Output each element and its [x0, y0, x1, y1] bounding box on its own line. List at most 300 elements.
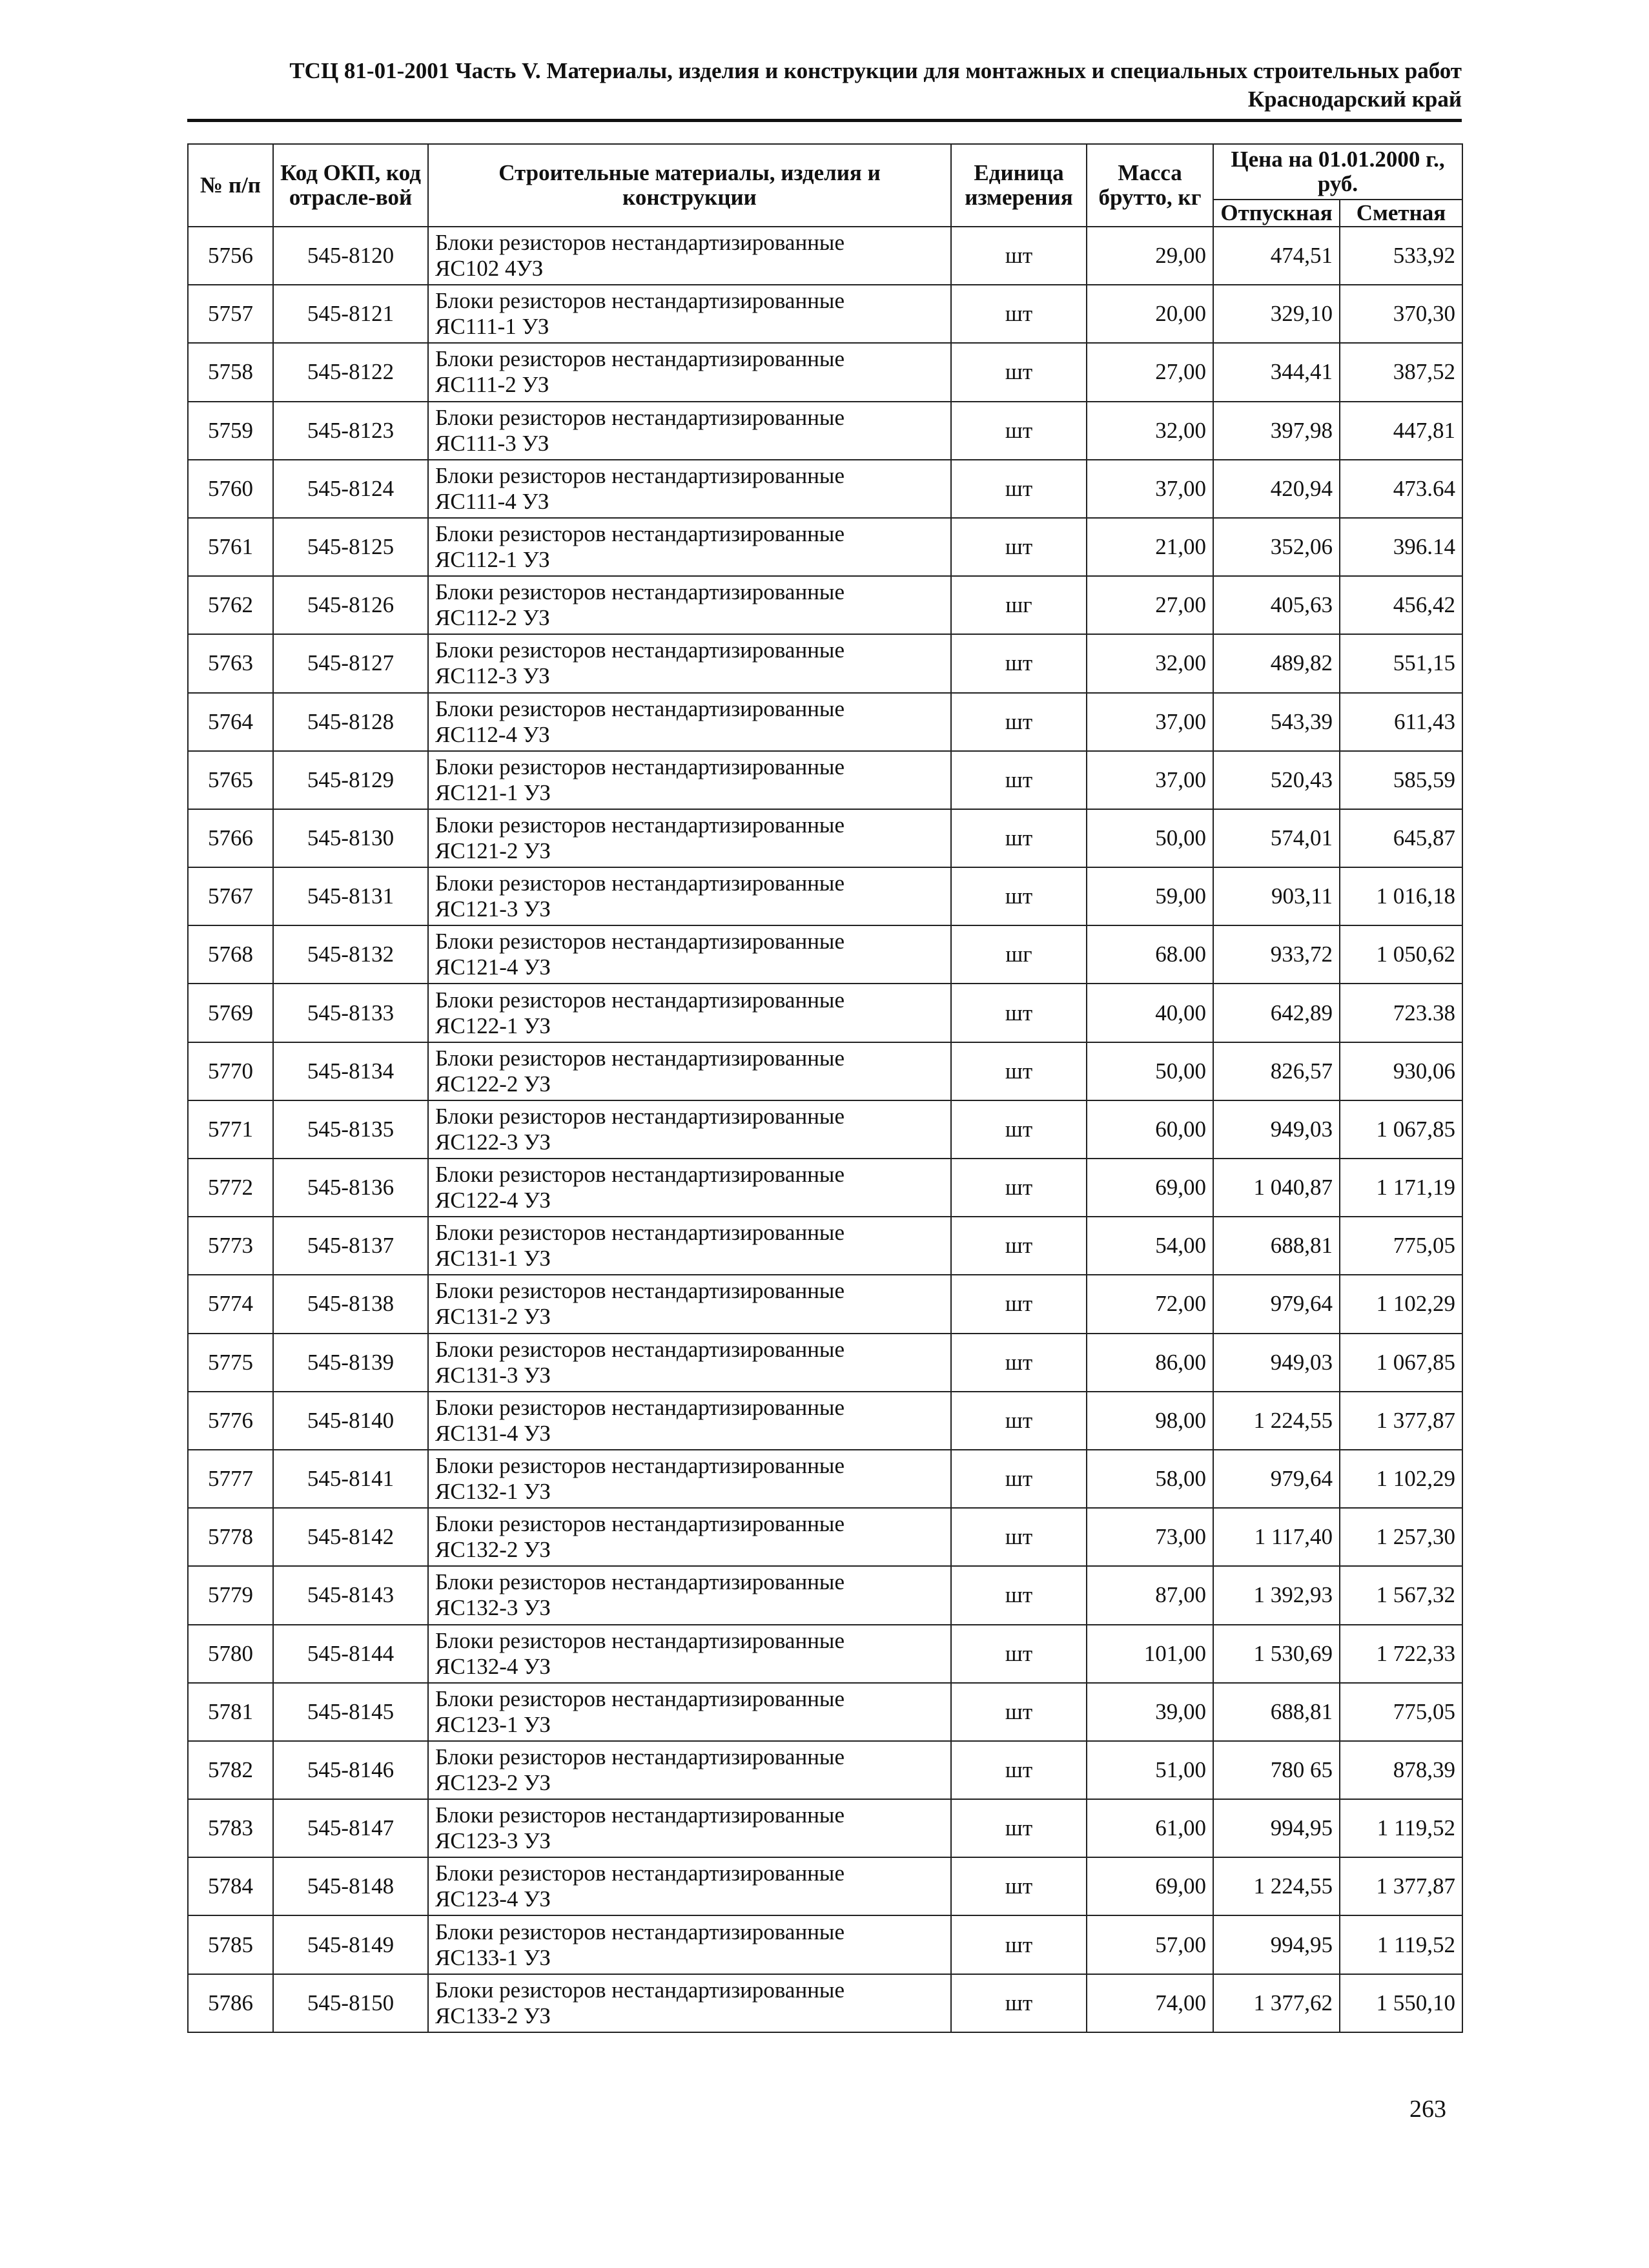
estimate-price-cell: 473.64	[1340, 460, 1462, 518]
material-model: ЯС122-4 УЗ	[435, 1188, 551, 1213]
row-number-cell: 5763	[188, 634, 273, 692]
okp-code-cell: 545-8123	[273, 402, 428, 460]
gross-mass-cell: 98,00	[1087, 1392, 1213, 1450]
table-row	[188, 1159, 1462, 1217]
unit-cell: шт	[951, 1915, 1087, 1974]
gross-mass-cell: 39,00	[1087, 1683, 1213, 1741]
material-model: ЯС123-1 УЗ	[435, 1711, 551, 1737]
estimate-price-cell: 645,87	[1340, 809, 1462, 867]
release-price-cell: 949,03	[1213, 1100, 1340, 1159]
material-description-cell	[428, 925, 951, 984]
unit-cell: шт	[951, 1392, 1087, 1450]
row-number-cell: 5760	[188, 460, 273, 518]
material-description-cell	[428, 1915, 951, 1974]
row-number-cell: 5784	[188, 1857, 273, 1915]
gross-mass-cell: 57,00	[1087, 1915, 1213, 1974]
unit-cell: шт	[951, 1799, 1087, 1857]
material-description-cell	[428, 693, 951, 751]
col-header-unit: Единица измерения	[951, 144, 1087, 227]
okp-code-cell: 545-8150	[273, 1974, 428, 2032]
table-row	[188, 1799, 1462, 1857]
unit-cell: шт	[951, 984, 1087, 1042]
estimate-price-cell: 456,42	[1340, 576, 1462, 634]
unit-cell: шт	[951, 402, 1087, 460]
okp-code-cell: 545-8120	[273, 227, 428, 285]
release-price-cell: 826,57	[1213, 1042, 1340, 1100]
row-number-cell: 5762	[188, 576, 273, 634]
material-name: Блоки резисторов нестандартизированные	[435, 288, 845, 314]
okp-code-cell: 545-8149	[273, 1915, 428, 1974]
material-name: Блоки резисторов нестандартизированные	[435, 1569, 845, 1595]
material-name: Блоки резисторов нестандартизированные	[435, 1103, 845, 1129]
material-name: Блоки резисторов нестандартизированные	[435, 1686, 845, 1711]
material-name: Блоки резисторов нестандартизированные	[435, 1802, 845, 1828]
row-number-cell: 5776	[188, 1392, 273, 1450]
okp-code-cell: 545-8140	[273, 1392, 428, 1450]
table-row	[188, 1857, 1462, 1915]
release-price-cell: 1 530,69	[1213, 1625, 1340, 1683]
table-row	[188, 1566, 1462, 1624]
material-description-cell	[428, 1799, 951, 1857]
estimate-price-cell: 1 102,29	[1340, 1275, 1462, 1333]
unit-cell: шт	[951, 1275, 1087, 1333]
estimate-price-cell: 723.38	[1340, 984, 1462, 1042]
unit-cell: шт	[951, 809, 1087, 867]
release-price-cell: 543,39	[1213, 693, 1340, 751]
material-description-cell	[428, 1275, 951, 1333]
estimate-price-cell: 1 067,85	[1340, 1100, 1462, 1159]
gross-mass-cell: 37,00	[1087, 460, 1213, 518]
row-number-cell: 5786	[188, 1974, 273, 2032]
row-number-cell: 5781	[188, 1683, 273, 1741]
col-header-price-release: Отпускная	[1213, 200, 1340, 227]
material-description-cell	[428, 984, 951, 1042]
okp-code-cell: 545-8134	[273, 1042, 428, 1100]
estimate-price-cell: 1 119,52	[1340, 1799, 1462, 1857]
material-description-cell	[428, 809, 951, 867]
release-price-cell: 994,95	[1213, 1799, 1340, 1857]
material-model: ЯС111-1 УЗ	[435, 314, 549, 340]
okp-code-cell: 545-8143	[273, 1566, 428, 1624]
okp-code-cell: 545-8132	[273, 925, 428, 984]
material-model: ЯС112-2 УЗ	[435, 605, 550, 631]
gross-mass-cell: 51,00	[1087, 1741, 1213, 1799]
col-header-price-group: Цена на 01.01.2000 г., руб.	[1213, 144, 1462, 200]
release-price-cell: 1 224,55	[1213, 1857, 1340, 1915]
unit-cell: шт	[951, 1042, 1087, 1100]
row-number-cell: 5774	[188, 1275, 273, 1333]
gross-mass-cell: 74,00	[1087, 1974, 1213, 2032]
material-name: Блоки резисторов нестандартизированные	[435, 1278, 845, 1304]
okp-code-cell: 545-8144	[273, 1625, 428, 1683]
table-row	[188, 693, 1462, 751]
material-description-cell	[428, 1508, 951, 1566]
gross-mass-cell: 40,00	[1087, 984, 1213, 1042]
unit-cell: шт	[951, 751, 1087, 809]
okp-code-cell: 545-8129	[273, 751, 428, 809]
release-price-cell: 420,94	[1213, 460, 1340, 518]
okp-code-cell: 545-8125	[273, 518, 428, 576]
estimate-price-cell: 1 171,19	[1340, 1159, 1462, 1217]
table-row	[188, 227, 1462, 285]
material-name: Блоки резисторов нестандартизированные	[435, 1744, 845, 1769]
estimate-price-cell: 611,43	[1340, 693, 1462, 751]
material-name: Блоки резисторов нестандартизированные	[435, 1220, 845, 1246]
unit-cell: шт	[951, 693, 1087, 751]
material-model: ЯС121-2 УЗ	[435, 838, 551, 863]
estimate-price-cell: 775,05	[1340, 1217, 1462, 1275]
estimate-price-cell: 930,06	[1340, 1042, 1462, 1100]
unit-cell: шт	[951, 1334, 1087, 1392]
unit-cell: шт	[951, 1100, 1087, 1159]
table-row	[188, 1334, 1462, 1392]
release-price-cell: 979,64	[1213, 1275, 1340, 1333]
material-name: Блоки резисторов нестандартизированные	[435, 1045, 845, 1071]
okp-code-cell: 545-8127	[273, 634, 428, 692]
unit-cell: шт	[951, 1217, 1087, 1275]
gross-mass-cell: 50,00	[1087, 809, 1213, 867]
row-number-cell: 5780	[188, 1625, 273, 1683]
unit-cell: шт	[951, 1857, 1087, 1915]
table-row	[188, 1741, 1462, 1799]
material-name: Блоки резисторов нестандартизированные	[435, 462, 845, 488]
unit-cell: шт	[951, 1450, 1087, 1508]
material-name: Блоки резисторов нестандартизированные	[435, 1453, 845, 1479]
material-name: Блоки резисторов нестандартизированные	[435, 1162, 845, 1188]
material-description-cell	[428, 1741, 951, 1799]
table-row	[188, 1217, 1462, 1275]
row-number-cell: 5766	[188, 809, 273, 867]
unit-cell: шт	[951, 343, 1087, 401]
material-model: ЯС122-3 УЗ	[435, 1129, 551, 1155]
material-name: Блоки резисторов нестандартизированные	[435, 521, 845, 547]
gross-mass-cell: 32,00	[1087, 402, 1213, 460]
row-number-cell: 5757	[188, 285, 273, 343]
unit-cell: шт	[951, 285, 1087, 343]
gross-mass-cell: 86,00	[1087, 1334, 1213, 1392]
header-region: Краснодарский край	[1247, 87, 1462, 112]
table-row	[188, 1974, 1462, 2032]
material-description-cell	[428, 1974, 951, 2032]
okp-code-cell: 545-8148	[273, 1857, 428, 1915]
material-model: ЯС131-2 УЗ	[435, 1304, 551, 1330]
release-price-cell: 979,64	[1213, 1450, 1340, 1508]
okp-code-cell: 545-8139	[273, 1334, 428, 1392]
estimate-price-cell: 1 102,29	[1340, 1450, 1462, 1508]
table-row	[188, 1625, 1462, 1683]
material-name: Блоки резисторов нестандартизированные	[435, 579, 845, 605]
release-price-cell: 994,95	[1213, 1915, 1340, 1974]
gross-mass-cell: 69,00	[1087, 1857, 1213, 1915]
unit-cell: шт	[951, 460, 1087, 518]
okp-code-cell: 545-8145	[273, 1683, 428, 1741]
okp-code-cell: 545-8147	[273, 1799, 428, 1857]
material-description-cell	[428, 634, 951, 692]
release-price-cell: 949,03	[1213, 1334, 1340, 1392]
material-model: ЯС132-2 УЗ	[435, 1537, 551, 1563]
release-price-cell: 344,41	[1213, 343, 1340, 401]
material-name: Блоки резисторов нестандартизированные	[435, 1627, 845, 1653]
gross-mass-cell: 68.00	[1087, 925, 1213, 984]
table-row	[188, 1508, 1462, 1566]
table-row	[188, 925, 1462, 984]
gross-mass-cell: 72,00	[1087, 1275, 1213, 1333]
row-number-cell: 5771	[188, 1100, 273, 1159]
okp-code-cell: 545-8135	[273, 1100, 428, 1159]
row-number-cell: 5767	[188, 867, 273, 925]
okp-code-cell: 545-8142	[273, 1508, 428, 1566]
okp-code-cell: 545-8122	[273, 343, 428, 401]
material-description-cell	[428, 1217, 951, 1275]
material-description-cell	[428, 1100, 951, 1159]
row-number-cell: 5775	[188, 1334, 273, 1392]
release-price-cell: 520,43	[1213, 751, 1340, 809]
estimate-price-cell: 1 119,52	[1340, 1915, 1462, 1974]
row-number-cell: 5777	[188, 1450, 273, 1508]
unit-cell: шт	[951, 634, 1087, 692]
estimate-price-cell: 1 722,33	[1340, 1625, 1462, 1683]
material-model: ЯС123-2 УЗ	[435, 1769, 551, 1795]
table-row	[188, 576, 1462, 634]
row-number-cell: 5761	[188, 518, 273, 576]
material-model: ЯС121-4 УЗ	[435, 954, 551, 980]
estimate-price-cell: 775,05	[1340, 1683, 1462, 1741]
release-price-cell: 1 224,55	[1213, 1392, 1340, 1450]
col-header-num: № п/п	[188, 144, 273, 227]
table-row	[188, 1275, 1462, 1333]
row-number-cell: 5770	[188, 1042, 273, 1100]
gross-mass-cell: 32,00	[1087, 634, 1213, 692]
estimate-price-cell: 1 050,62	[1340, 925, 1462, 984]
material-description-cell	[428, 1857, 951, 1915]
estimate-price-cell: 1 067,85	[1340, 1334, 1462, 1392]
header-title: ТСЦ 81-01-2001 Часть V. Материалы, изделия и конструкции для монтажных и специальных строительных работ	[289, 58, 1462, 83]
header-divider	[187, 119, 1462, 122]
material-model: ЯС132-3 УЗ	[435, 1595, 551, 1621]
material-model: ЯС131-1 УЗ	[435, 1246, 551, 1272]
page-number: 263	[1409, 2096, 1446, 2123]
table-row	[188, 285, 1462, 343]
material-model: ЯС121-3 УЗ	[435, 896, 551, 922]
okp-code-cell: 545-8137	[273, 1217, 428, 1275]
gross-mass-cell: 37,00	[1087, 751, 1213, 809]
material-description-cell	[428, 1042, 951, 1100]
table-body	[188, 227, 1462, 2032]
material-name: Блоки резисторов нестандартизированные	[435, 812, 845, 838]
material-name: Блоки резисторов нестандартизированные	[435, 1861, 845, 1886]
estimate-price-cell: 387,52	[1340, 343, 1462, 401]
gross-mass-cell: 59,00	[1087, 867, 1213, 925]
material-model: ЯС111-4 УЗ	[435, 488, 549, 514]
unit-cell: шг	[951, 576, 1087, 634]
material-name: Блоки резисторов нестандартизированные	[435, 871, 845, 896]
row-number-cell: 5764	[188, 693, 273, 751]
table-row	[188, 809, 1462, 867]
table-row	[188, 634, 1462, 692]
material-model: ЯС131-3 УЗ	[435, 1362, 551, 1388]
material-name: Блоки резисторов нестандартизированные	[435, 637, 845, 663]
estimate-price-cell: 533,92	[1340, 227, 1462, 285]
row-number-cell: 5756	[188, 227, 273, 285]
estimate-price-cell: 447,81	[1340, 402, 1462, 460]
unit-cell: шт	[951, 227, 1087, 285]
material-description-cell	[428, 285, 951, 343]
table-header	[188, 144, 1462, 227]
row-number-cell: 5773	[188, 1217, 273, 1275]
release-price-cell: 1 040,87	[1213, 1159, 1340, 1217]
material-model: ЯС102 4УЗ	[435, 256, 544, 282]
gross-mass-cell: 87,00	[1087, 1566, 1213, 1624]
release-price-cell: 1 377,62	[1213, 1974, 1340, 2032]
material-description-cell	[428, 1566, 951, 1624]
row-number-cell: 5778	[188, 1508, 273, 1566]
material-model: ЯС133-1 УЗ	[435, 1944, 551, 1970]
unit-cell: шт	[951, 1683, 1087, 1741]
material-name: Блоки резисторов нестандартизированные	[435, 346, 845, 372]
material-description-cell	[428, 576, 951, 634]
release-price-cell: 574,01	[1213, 809, 1340, 867]
material-model: ЯС123-4 УЗ	[435, 1886, 551, 1912]
row-number-cell: 5783	[188, 1799, 273, 1857]
price-table	[187, 143, 1463, 2033]
table-row	[188, 1392, 1462, 1450]
gross-mass-cell: 27,00	[1087, 343, 1213, 401]
material-description-cell	[428, 402, 951, 460]
gross-mass-cell: 21,00	[1087, 518, 1213, 576]
material-name: Блоки резисторов нестандартизированные	[435, 1977, 845, 2003]
okp-code-cell: 545-8130	[273, 809, 428, 867]
table-row	[188, 460, 1462, 518]
row-number-cell: 5782	[188, 1741, 273, 1799]
unit-cell: шт	[951, 518, 1087, 576]
okp-code-cell: 545-8121	[273, 285, 428, 343]
col-header-mass: Масса брутто, кг	[1087, 144, 1213, 227]
material-name: Блоки резисторов нестандартизированные	[435, 987, 845, 1013]
material-description-cell	[428, 1683, 951, 1741]
okp-code-cell: 545-8126	[273, 576, 428, 634]
estimate-price-cell: 585,59	[1340, 751, 1462, 809]
unit-cell: шт	[951, 1508, 1087, 1566]
material-model: ЯС121-1 УЗ	[435, 779, 551, 805]
unit-cell: шт	[951, 1566, 1087, 1624]
col-header-materials: Строительные материалы, изделия и конструкции	[428, 144, 951, 227]
row-number-cell: 5769	[188, 984, 273, 1042]
release-price-cell: 780 65	[1213, 1741, 1340, 1799]
material-name: Блоки резисторов нестандартизированные	[435, 1919, 845, 1944]
material-model: ЯС132-1 УЗ	[435, 1479, 551, 1505]
estimate-price-cell: 878,39	[1340, 1741, 1462, 1799]
release-price-cell: 688,81	[1213, 1217, 1340, 1275]
unit-cell: шт	[951, 1625, 1087, 1683]
gross-mass-cell: 54,00	[1087, 1217, 1213, 1275]
okp-code-cell: 545-8131	[273, 867, 428, 925]
material-description-cell	[428, 227, 951, 285]
unit-cell: шг	[951, 925, 1087, 984]
okp-code-cell: 545-8146	[273, 1741, 428, 1799]
table-row	[188, 402, 1462, 460]
material-model: ЯС122-2 УЗ	[435, 1071, 551, 1097]
unit-cell: шт	[951, 867, 1087, 925]
estimate-price-cell: 551,15	[1340, 634, 1462, 692]
material-model: ЯС133-2 УЗ	[435, 2003, 551, 2028]
release-price-cell: 397,98	[1213, 402, 1340, 460]
table-row	[188, 1100, 1462, 1159]
release-price-cell: 474,51	[1213, 227, 1340, 285]
okp-code-cell: 545-8138	[273, 1275, 428, 1333]
material-model: ЯС132-4 УЗ	[435, 1653, 551, 1679]
table-row	[188, 751, 1462, 809]
gross-mass-cell: 37,00	[1087, 693, 1213, 751]
table-row	[188, 1915, 1462, 1974]
estimate-price-cell: 370,30	[1340, 285, 1462, 343]
material-description-cell	[428, 460, 951, 518]
okp-code-cell: 545-8141	[273, 1450, 428, 1508]
table-row	[188, 1450, 1462, 1508]
material-name: Блоки резисторов нестандартизированные	[435, 696, 845, 721]
material-description-cell	[428, 1450, 951, 1508]
material-model: ЯС122-1 УЗ	[435, 1013, 551, 1038]
gross-mass-cell: 73,00	[1087, 1508, 1213, 1566]
gross-mass-cell: 58,00	[1087, 1450, 1213, 1508]
okp-code-cell: 545-8124	[273, 460, 428, 518]
material-name: Блоки резисторов нестандартизированные	[435, 404, 845, 430]
material-model: ЯС112-4 УЗ	[435, 721, 550, 747]
material-name: Блоки резисторов нестандартизированные	[435, 1511, 845, 1537]
col-header-code: Код ОКП, код отрасле-вой	[273, 144, 428, 227]
estimate-price-cell: 1 377,87	[1340, 1857, 1462, 1915]
okp-code-cell: 545-8133	[273, 984, 428, 1042]
release-price-cell: 903,11	[1213, 867, 1340, 925]
estimate-price-cell: 1 567,32	[1340, 1566, 1462, 1624]
table-row	[188, 343, 1462, 401]
table-row	[188, 1683, 1462, 1741]
row-number-cell: 5758	[188, 343, 273, 401]
estimate-price-cell: 1 016,18	[1340, 867, 1462, 925]
release-price-cell: 405,63	[1213, 576, 1340, 634]
release-price-cell: 1 117,40	[1213, 1508, 1340, 1566]
estimate-price-cell: 1 257,30	[1340, 1508, 1462, 1566]
row-number-cell: 5772	[188, 1159, 273, 1217]
release-price-cell: 642,89	[1213, 984, 1340, 1042]
material-model: ЯС112-1 УЗ	[435, 547, 550, 573]
estimate-price-cell: 1 550,10	[1340, 1974, 1462, 2032]
material-description-cell	[428, 1392, 951, 1450]
gross-mass-cell: 50,00	[1087, 1042, 1213, 1100]
row-number-cell: 5768	[188, 925, 273, 984]
table-row	[188, 984, 1462, 1042]
unit-cell: шт	[951, 1159, 1087, 1217]
gross-mass-cell: 20,00	[1087, 285, 1213, 343]
material-description-cell	[428, 1159, 951, 1217]
release-price-cell: 688,81	[1213, 1683, 1340, 1741]
release-price-cell: 933,72	[1213, 925, 1340, 984]
release-price-cell: 489,82	[1213, 634, 1340, 692]
gross-mass-cell: 60,00	[1087, 1100, 1213, 1159]
row-number-cell: 5765	[188, 751, 273, 809]
release-price-cell: 329,10	[1213, 285, 1340, 343]
table-row	[188, 518, 1462, 576]
row-number-cell: 5785	[188, 1915, 273, 1974]
document-header	[187, 57, 1462, 114]
material-name: Блоки резисторов нестандартизированные	[435, 929, 845, 954]
gross-mass-cell: 101,00	[1087, 1625, 1213, 1683]
material-description-cell	[428, 1334, 951, 1392]
material-description-cell	[428, 1625, 951, 1683]
unit-cell: шт	[951, 1974, 1087, 2032]
release-price-cell: 352,06	[1213, 518, 1340, 576]
material-model: ЯС111-3 УЗ	[435, 430, 549, 456]
row-number-cell: 5759	[188, 402, 273, 460]
